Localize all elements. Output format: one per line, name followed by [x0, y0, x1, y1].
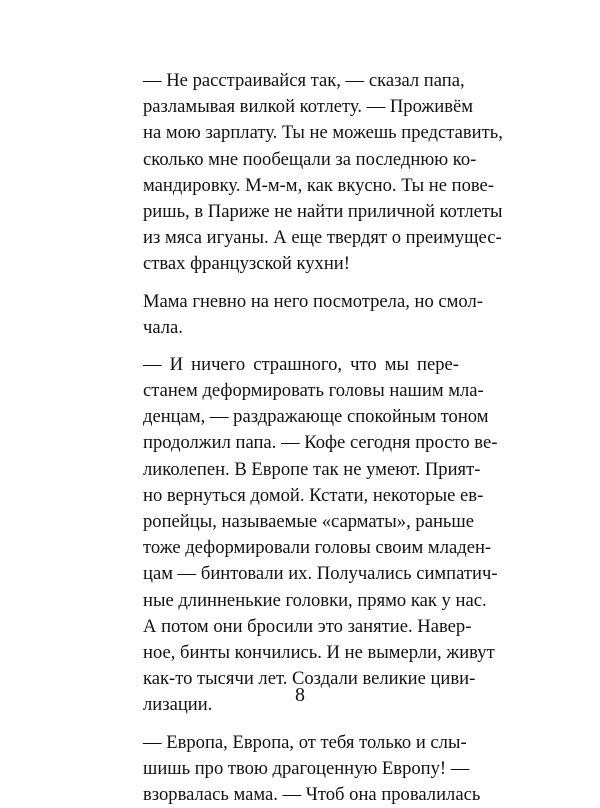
paragraph	[143, 730, 459, 808]
text-line: ные длинненькие головки, прямо как у нас.	[143, 588, 459, 614]
text-line: чала.	[143, 315, 459, 341]
text-line: ствах французской кухни!	[143, 251, 459, 277]
text-line: ликолепен. В Европе так не умеют. Прият-	[143, 457, 459, 483]
text-line: — И ничего страшного, что мы пере-	[143, 352, 459, 378]
paragraph	[143, 289, 459, 341]
text-line: станем деформировать головы нашим мла-	[143, 378, 459, 404]
text-line: как-то тысячи лет. Создали великие циви-	[143, 666, 459, 692]
text-line: А потом они бросили это занятие. Навер-	[143, 614, 459, 640]
text-line: ришь, в Париже не найти приличной котлеты	[143, 199, 459, 225]
text-line: лизации.	[143, 692, 459, 718]
paragraph-gap	[143, 278, 459, 289]
text-line: цам — бинтовали их. Получались симпатич-	[143, 561, 459, 587]
text-line: из мяса игуаны. А еще твердят о преимущес-	[143, 225, 459, 251]
text-line: разламывая вилкой котлету. — Проживём	[143, 94, 459, 120]
text-line: — Европа, Европа, от тебя только и слы-	[143, 730, 459, 756]
text-line: тоже деформировали головы своим младен-	[143, 535, 459, 561]
text-line: Мама гневно на него посмотрела, но смол-	[143, 289, 459, 315]
text-line: шишь про твою драгоценную Европу! —	[143, 756, 459, 782]
paragraph	[143, 352, 459, 719]
text-line: денцам, — раздражающе спокойным тоном	[143, 404, 459, 430]
paragraph-gap	[143, 341, 459, 352]
text-line: мандировку. М-м-м, как вкусно. Ты не пове-	[143, 173, 459, 199]
text-line: продолжил папа. — Кофе сегодня просто ве-	[143, 430, 459, 456]
text-line: на мою зарплату. Ты не можешь представить,	[143, 120, 459, 146]
text-line: но вернуться домой. Кстати, некоторые ев-	[143, 483, 459, 509]
text-line: ное, бинты кончились. И не вымерли, живут	[143, 640, 459, 666]
text-line: ропейцы, называемые «сарматы», раньше	[143, 509, 459, 535]
paragraph-gap	[143, 719, 459, 730]
page-number: 8	[0, 682, 600, 708]
text-line: взорвалась мама. — Чтоб она провалилась	[143, 782, 459, 808]
paragraph	[143, 68, 459, 278]
text-line: сколько мне пообещали за последнюю ко-	[143, 147, 459, 173]
text-line: — Не расстраивайся так, — сказал папа,	[143, 68, 459, 94]
